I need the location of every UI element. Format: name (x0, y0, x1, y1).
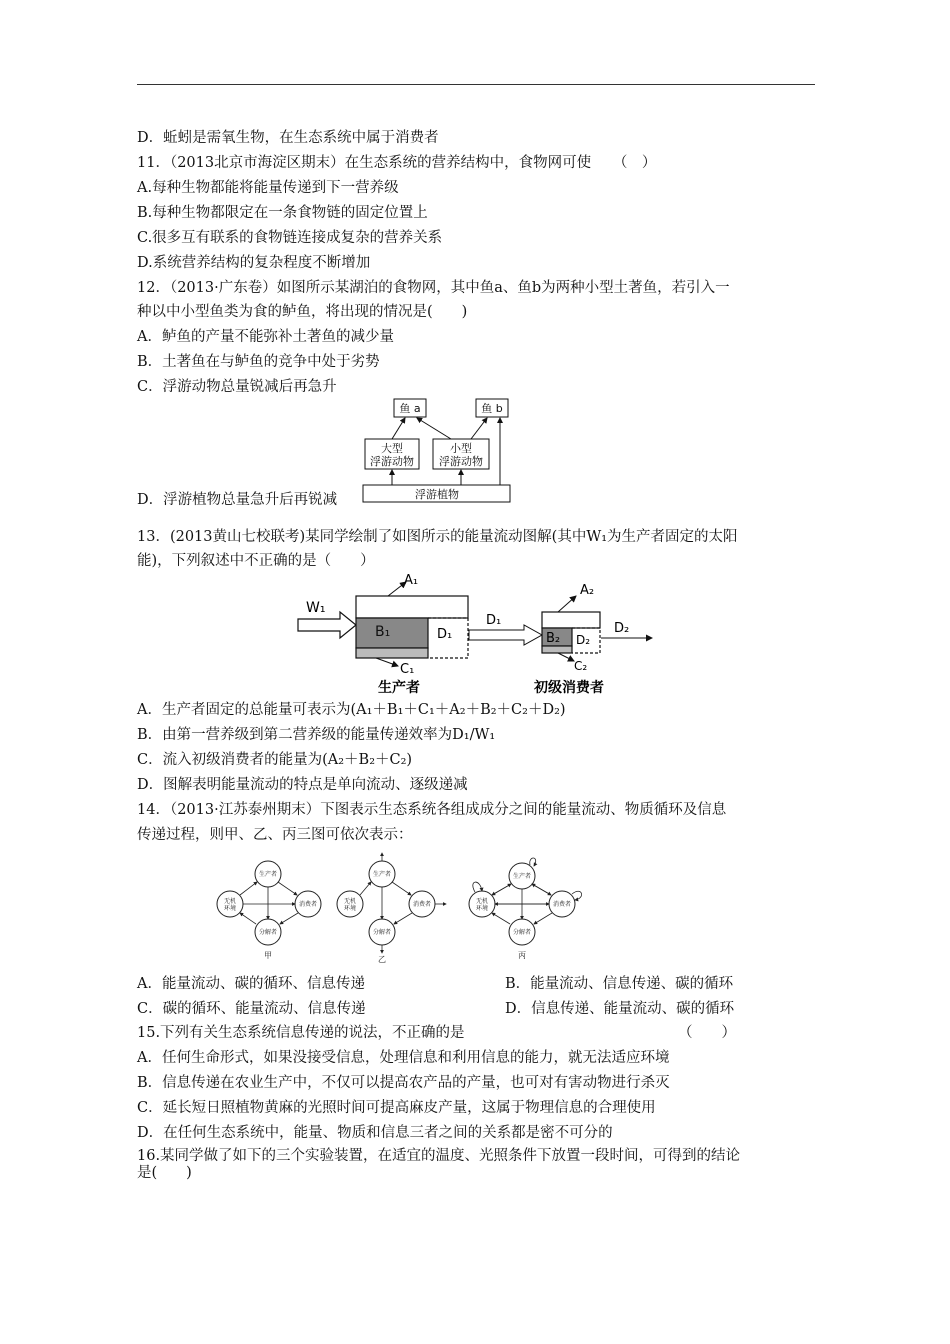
yi-abiotic-1: 无机 (343, 898, 357, 905)
q12-stem-line2: 种以中小型鱼类为食的鲈鱼，将出现的情况是( ) (137, 304, 468, 320)
jia-caption: 甲 (264, 951, 272, 960)
d1-inner-label: D₁ (437, 627, 453, 642)
b1-label: B₁ (375, 624, 391, 640)
yi-abiotic-2: 环境 (343, 905, 357, 912)
diagram-jia (217, 861, 321, 960)
q11-option-c: C.很多互有联系的食物链连接成复杂的营养关系 (137, 230, 443, 246)
q13-option-d: D．图解表明能量流动的特点是单向流动、逐级递减 (137, 777, 468, 793)
q15-option-c: C．延长短日照植物黄麻的光照时间可提高麻皮产量，这属于物理信息的合理使用 (137, 1100, 656, 1116)
bing-caption: 丙 (518, 951, 526, 960)
bing-consumer: 消费者 (552, 901, 572, 908)
q14-stem-line1: 14．（2013·江苏泰州期末）下图表示生态系统各组成成分之间的能量流动、物质循环及信息 (137, 802, 727, 818)
header-rule (137, 84, 815, 85)
b2-label: B₂ (546, 631, 561, 646)
q16-stem-line2: 是( ) (137, 1165, 192, 1181)
large-zooplankton-label-1: 大型 (381, 442, 403, 455)
fish-b-label: 鱼 b (481, 402, 503, 415)
jia-abiotic-1: 无机 (223, 898, 237, 905)
fish-a-label: 鱼 a (399, 402, 421, 415)
w1-label: W₁ (306, 600, 326, 616)
q12-option-c: C．浮游动物总量锐减后再急升 (137, 379, 337, 395)
d2-arrow-label: D₂ (614, 621, 630, 636)
small-zooplankton-label-1: 小型 (450, 442, 472, 455)
q15-answer-paren: （ ） (678, 1025, 736, 1041)
yi-caption: 乙 (378, 955, 386, 964)
q11-option-d: D.系统营养结构的复杂程度不断增加 (137, 255, 371, 271)
q14-option-d: D．信息传递、能量流动、碳的循环 (505, 1001, 735, 1017)
food-web-figure (355, 395, 520, 507)
d2-inner-label: D₂ (576, 633, 591, 647)
q11-option-b: B.每种生物都限定在一条食物链的固定位置上 (137, 205, 428, 221)
a2-label: A₂ (580, 583, 595, 598)
q12-option-b: B．土著鱼在与鲈鱼的竞争中处于劣势 (137, 354, 380, 370)
yi-consumer: 消费者 (412, 901, 432, 908)
d1-arrow-label: D₁ (486, 613, 502, 628)
bing-producer: 生产者 (512, 873, 532, 880)
consumer-caption: 初级消费者 (534, 680, 604, 696)
diagram-yi (337, 853, 446, 964)
q13-option-c: C．流入初级消费者的能量为(A₂＋B₂＋C₂) (137, 752, 413, 768)
producer-caption: 生产者 (378, 680, 420, 696)
q14-option-a: A．能量流动、碳的循环、信息传递 (137, 976, 365, 992)
q13-stem-line1: 13．(2013黄山七校联考)某同学绘制了如图所示的能量流动图解(其中W₁为生产者固定的太阳 (137, 529, 738, 545)
jia-consumer: 消费者 (298, 901, 318, 908)
energy-flow-figure (296, 572, 658, 697)
q11-option-a: A.每种生物都能将能量传递到下一营养级 (137, 180, 399, 196)
q12-option-a: A．鲈鱼的产量不能弥补土著鱼的减少量 (137, 329, 394, 345)
bing-abiotic-2: 环境 (475, 905, 489, 912)
q15-option-d: D．在任何生态系统中，能量、物质和信息三者之间的关系都是密不可分的 (137, 1125, 613, 1141)
q11-stem: 11．（2013北京市海淀区期末）在生态系统的营养结构中，食物网可使 （ ） (137, 155, 657, 171)
c2-label: C₂ (574, 659, 588, 673)
q12-option-d: D．浮游植物总量急升后再锐减 (137, 492, 338, 508)
yi-producer: 生产者 (372, 871, 392, 878)
phytoplankton-label: 浮游植物 (415, 488, 459, 501)
ecosystem-figures (210, 852, 605, 964)
q13-option-b: B．由第一营养级到第二营养级的能量传递效率为D₁/W₁ (137, 727, 496, 743)
diagram-bing (469, 858, 582, 960)
q14-stem-line2: 传递过程，则甲、乙、丙三图可依次表示： (137, 827, 413, 843)
jia-producer: 生产者 (258, 871, 278, 878)
small-zooplankton-label-2: 浮游动物 (439, 455, 483, 468)
yi-decomposer: 分解者 (372, 929, 392, 936)
bing-decomposer: 分解者 (512, 929, 532, 936)
q12-stem-line1: 12．（2013·广东卷）如图所示某湖泊的食物网，其中鱼a、鱼b为两种小型土著鱼，若引入一 (137, 280, 730, 296)
large-zooplankton-label-2: 浮游动物 (370, 455, 414, 468)
q16-stem-line1: 16.某同学做了如下的三个实验装置，在适宜的温度、光照条件下放置一段时间，可得到的结论 (137, 1148, 741, 1164)
q10-option-d: D．蚯蚓是需氧生物，在生态系统中属于消费者 (137, 130, 439, 146)
q14-option-b: B．能量流动、信息传递、碳的循环 (505, 976, 734, 992)
q14-option-c: C．碳的循环、能量流动、信息传递 (137, 1001, 366, 1017)
jia-decomposer: 分解者 (258, 929, 278, 936)
q15-option-a: A．任何生命形式，如果没接受信息，处理信息和利用信息的能力，就无法适应环境 (137, 1050, 670, 1066)
q13-stem-line2: 能)，下列叙述中不正确的是（ ） (137, 553, 375, 569)
c1-label: C₁ (400, 662, 415, 677)
a1-label: A₁ (404, 573, 419, 588)
jia-abiotic-2: 环境 (223, 905, 237, 912)
q15-option-b: B．信息传递在农业生产中，不仅可以提高农产品的产量，也可对有害动物进行杀灭 (137, 1075, 670, 1091)
q15-stem: 15.下列有关生态系统信息传递的说法，不正确的是 (137, 1025, 465, 1041)
bing-abiotic-1: 无机 (475, 898, 489, 905)
q13-option-a: A．生产者固定的总能量可表示为(A₁＋B₁＋C₁＋A₂＋B₂＋C₂＋D₂) (137, 702, 566, 718)
